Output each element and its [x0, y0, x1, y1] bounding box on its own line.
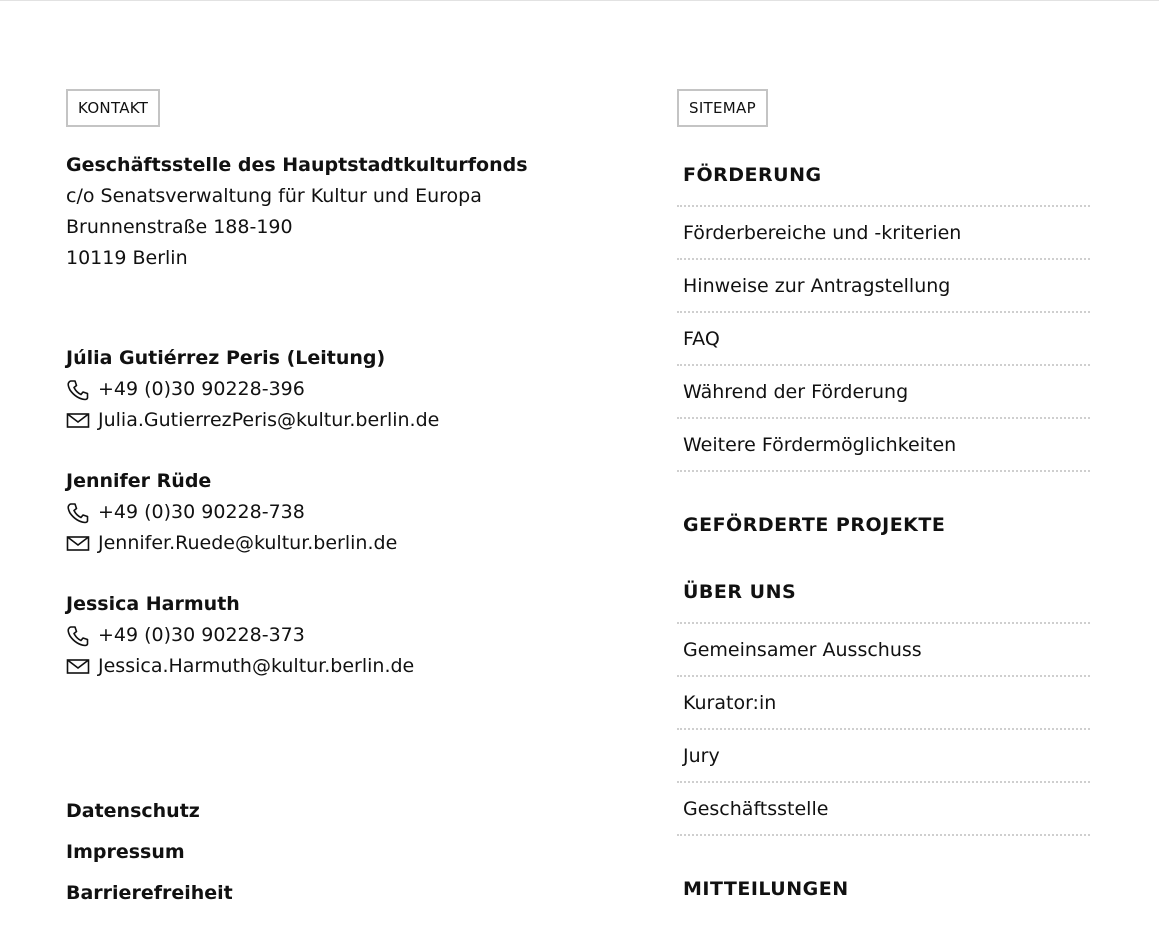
person-name: Jessica Harmuth — [66, 593, 240, 615]
mail-icon — [66, 533, 90, 555]
email-link: Jennifer.Ruede@kultur.berlin.de — [98, 532, 398, 554]
org-name: Geschäftsstelle des Hauptstadtkulturfonds — [66, 154, 528, 176]
sitemap-item[interactable]: FAQ — [677, 313, 1090, 366]
mail-icon — [66, 656, 90, 678]
address-line: c/o Senatsverwaltung für Kultur und Europa — [66, 185, 482, 207]
barrierefreiheit-link[interactable]: Barrierefreiheit — [66, 882, 233, 904]
email-row[interactable] — [66, 528, 626, 559]
phone-icon — [66, 379, 90, 401]
phone-number: +49 (0)30 90228-373 — [98, 624, 305, 646]
email-row[interactable] — [66, 405, 626, 436]
sitemap-label: SITEMAP — [677, 89, 768, 127]
email-link: Jessica.Harmuth@kultur.berlin.de — [98, 655, 415, 677]
phone-icon — [66, 625, 90, 647]
legal-links — [66, 791, 233, 914]
phone-row[interactable] — [66, 620, 626, 651]
address-line: 10119 Berlin — [66, 247, 188, 269]
kontakt-label: KONTAKT — [66, 89, 160, 127]
sitemap-item[interactable]: Gemeinsamer Ausschuss — [677, 624, 1090, 677]
sitemap-ueber-uns[interactable]: ÜBER UNS — [683, 581, 797, 603]
top-divider — [0, 0, 1159, 1]
contact-person — [66, 466, 626, 559]
sitemap-item[interactable]: Förderbereiche und -kriterien — [677, 207, 1090, 260]
phone-number: +49 (0)30 90228-738 — [98, 501, 305, 523]
sitemap-item[interactable]: Geschäftsstelle — [677, 783, 1090, 836]
sitemap-ueber-uns-list — [677, 622, 1090, 836]
email-row[interactable] — [66, 651, 626, 682]
sitemap-foerderung-list — [677, 205, 1090, 472]
sitemap-foerderung[interactable]: FÖRDERUNG — [683, 164, 822, 186]
address-block — [66, 150, 626, 274]
contact-person — [66, 343, 626, 436]
phone-row[interactable] — [66, 497, 626, 528]
sitemap-mitteilungen[interactable]: MITTEILUNGEN — [683, 878, 849, 900]
phone-icon — [66, 502, 90, 524]
phone-number: +49 (0)30 90228-396 — [98, 378, 305, 400]
sitemap-item[interactable]: Jury — [677, 730, 1090, 783]
sitemap-item[interactable]: Weitere Fördermöglichkeiten — [677, 419, 1090, 472]
sitemap-gefoerderte-projekte[interactable]: GEFÖRDERTE PROJEKTE — [683, 514, 946, 536]
phone-row[interactable] — [66, 374, 626, 405]
sitemap-item[interactable]: Während der Förderung — [677, 366, 1090, 419]
sitemap-item[interactable]: Kurator:in — [677, 677, 1090, 730]
person-name: Júlia Gutiérrez Peris (Leitung) — [66, 347, 386, 369]
impressum-link[interactable]: Impressum — [66, 841, 185, 863]
datenschutz-link[interactable]: Datenschutz — [66, 800, 200, 822]
contact-person — [66, 589, 626, 682]
sitemap-item[interactable]: Hinweise zur Antragstellung — [677, 260, 1090, 313]
email-link: Julia.GutierrezPeris@kultur.berlin.de — [98, 409, 440, 431]
contact-section — [66, 150, 626, 677]
mail-icon — [66, 410, 90, 432]
person-name: Jennifer Rüde — [66, 470, 212, 492]
address-line: Brunnenstraße 188-190 — [66, 216, 293, 238]
